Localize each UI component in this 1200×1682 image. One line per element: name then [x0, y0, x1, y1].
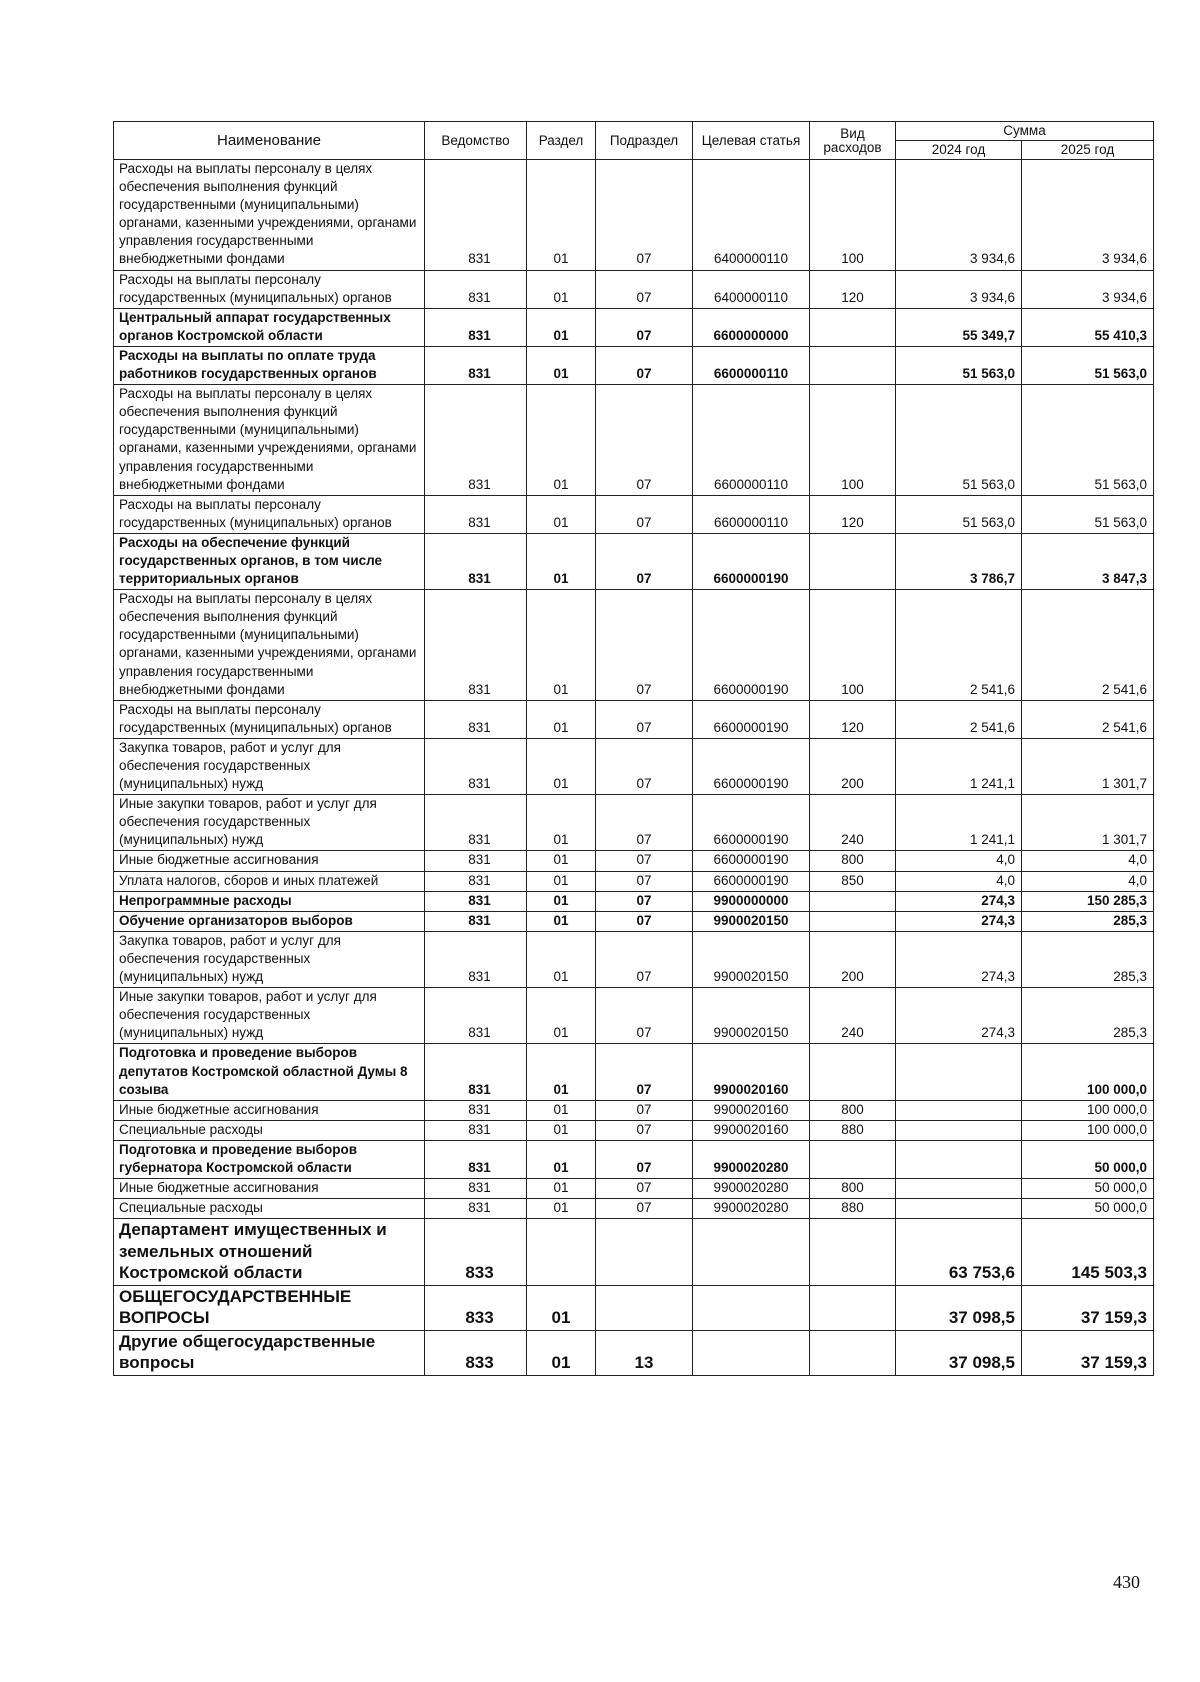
cell-sum-2025: 37 159,3	[1022, 1285, 1154, 1330]
cell-sum-2024: 51 563,0	[896, 495, 1022, 533]
cell-vedomstvo: 831	[425, 988, 527, 1044]
cell-podrazdel: 07	[596, 270, 693, 308]
cell-razdel: 01	[527, 1100, 596, 1120]
table-row	[114, 346, 1154, 384]
cell-razdel: 01	[527, 891, 596, 911]
cell-sum-2025: 37 159,3	[1022, 1330, 1154, 1375]
cell-expense-type	[810, 308, 896, 346]
cell-razdel: 01	[527, 1179, 596, 1199]
table-row	[114, 931, 1154, 987]
cell-target-article: 9900020150	[693, 911, 810, 931]
cell-sum-2024	[896, 1100, 1022, 1120]
cell-name: Расходы на выплаты персоналу государственных (муниципальных) органов	[114, 495, 425, 533]
cell-podrazdel: 07	[596, 1179, 693, 1199]
cell-vedomstvo: 831	[425, 911, 527, 931]
cell-expense-type	[810, 1140, 896, 1178]
cell-name: Иные закупки товаров, работ и услуг для обеспечения государственных (муниципальных) нужд	[114, 988, 425, 1044]
cell-name: Иные бюджетные ассигнования	[114, 1100, 425, 1120]
cell-name: Другие общегосударственные вопросы	[114, 1330, 425, 1375]
header-razdel: Раздел	[527, 122, 596, 160]
cell-vedomstvo: 831	[425, 871, 527, 891]
cell-sum-2025: 285,3	[1022, 911, 1154, 931]
cell-razdel: 01	[527, 988, 596, 1044]
cell-expense-type: 120	[810, 270, 896, 308]
table-row	[114, 533, 1154, 589]
header-name: Наименование	[114, 122, 425, 160]
header-year-2025: 2025 год	[1022, 141, 1154, 160]
cell-expense-type: 850	[810, 871, 896, 891]
header-target-article: Целевая статья	[693, 122, 810, 160]
cell-expense-type: 120	[810, 495, 896, 533]
cell-sum-2024: 274,3	[896, 988, 1022, 1044]
cell-razdel: 01	[527, 308, 596, 346]
cell-expense-type: 100	[810, 385, 896, 496]
header-summa: Сумма	[896, 122, 1154, 141]
cell-expense-type: 120	[810, 700, 896, 738]
cell-name: Подготовка и проведение выборов губернатора Костромской области	[114, 1140, 425, 1178]
cell-podrazdel: 07	[596, 160, 693, 271]
cell-target-article: 9900020160	[693, 1044, 810, 1100]
cell-podrazdel: 07	[596, 346, 693, 384]
cell-name: Центральный аппарат государственных органов Костромской области	[114, 308, 425, 346]
table-row	[114, 1179, 1154, 1199]
cell-razdel: 01	[527, 851, 596, 871]
cell-target-article: 6600000110	[693, 495, 810, 533]
cell-vedomstvo: 833	[425, 1285, 527, 1330]
cell-target-article: 6600000190	[693, 871, 810, 891]
cell-sum-2024: 2 541,6	[896, 590, 1022, 701]
cell-expense-type	[810, 1044, 896, 1100]
cell-podrazdel: 07	[596, 851, 693, 871]
cell-vedomstvo: 831	[425, 1100, 527, 1120]
table-row	[114, 911, 1154, 931]
cell-vedomstvo: 831	[425, 590, 527, 701]
cell-podrazdel: 07	[596, 533, 693, 589]
cell-expense-type: 240	[810, 988, 896, 1044]
cell-name: Иные бюджетные ассигнования	[114, 851, 425, 871]
cell-vedomstvo: 831	[425, 160, 527, 271]
cell-expense-type	[810, 1285, 896, 1330]
cell-razdel: 01	[527, 1285, 596, 1330]
table-row	[114, 851, 1154, 871]
cell-podrazdel: 07	[596, 1140, 693, 1178]
cell-sum-2024	[896, 1179, 1022, 1199]
cell-name: Иные бюджетные ассигнования	[114, 1179, 425, 1199]
cell-podrazdel	[596, 1285, 693, 1330]
cell-razdel: 01	[527, 1330, 596, 1375]
table-row	[114, 308, 1154, 346]
cell-sum-2024: 274,3	[896, 911, 1022, 931]
cell-name: Расходы на выплаты персоналу в целях обеспечения выполнения функций государственными (муниципальными) органами, казенными учреждениями, органами управления государственными внебюджетными фондами	[114, 385, 425, 496]
cell-razdel: 01	[527, 533, 596, 589]
cell-sum-2025: 51 563,0	[1022, 495, 1154, 533]
cell-sum-2024: 3 934,6	[896, 160, 1022, 271]
cell-name: Иные закупки товаров, работ и услуг для обеспечения государственных (муниципальных) нужд	[114, 795, 425, 851]
cell-vedomstvo: 831	[425, 308, 527, 346]
cell-target-article: 9900020280	[693, 1140, 810, 1178]
cell-target-article: 9900020150	[693, 988, 810, 1044]
cell-sum-2025: 1 301,7	[1022, 795, 1154, 851]
cell-name: Непрограммные расходы	[114, 891, 425, 911]
cell-sum-2024	[896, 1140, 1022, 1178]
table-row	[114, 871, 1154, 891]
cell-target-article: 9900020280	[693, 1179, 810, 1199]
cell-podrazdel: 07	[596, 1100, 693, 1120]
cell-vedomstvo: 831	[425, 931, 527, 987]
cell-sum-2024: 37 098,5	[896, 1330, 1022, 1375]
table-row	[114, 891, 1154, 911]
cell-razdel: 01	[527, 700, 596, 738]
cell-sum-2025: 2 541,6	[1022, 700, 1154, 738]
cell-name: ОБЩЕГОСУДАРСТВЕННЫЕ ВОПРОСЫ	[114, 1285, 425, 1330]
cell-target-article	[693, 1285, 810, 1330]
cell-sum-2024: 4,0	[896, 871, 1022, 891]
cell-name: Специальные расходы	[114, 1199, 425, 1219]
cell-sum-2025: 145 503,3	[1022, 1219, 1154, 1286]
table-row	[114, 988, 1154, 1044]
cell-name: Расходы на обеспечение функций государственных органов, в том числе территориальных органов	[114, 533, 425, 589]
cell-podrazdel: 07	[596, 891, 693, 911]
cell-sum-2025: 3 847,3	[1022, 533, 1154, 589]
cell-razdel: 01	[527, 1199, 596, 1219]
cell-name: Специальные расходы	[114, 1120, 425, 1140]
table-row	[114, 700, 1154, 738]
cell-expense-type	[810, 533, 896, 589]
cell-target-article: 6600000190	[693, 795, 810, 851]
cell-expense-type: 800	[810, 1179, 896, 1199]
table-row	[114, 1044, 1154, 1100]
table-row	[114, 270, 1154, 308]
cell-sum-2025: 1 301,7	[1022, 738, 1154, 794]
cell-podrazdel: 07	[596, 738, 693, 794]
table-row	[114, 1120, 1154, 1140]
table-row	[114, 1285, 1154, 1330]
cell-sum-2025: 285,3	[1022, 988, 1154, 1044]
cell-sum-2024: 51 563,0	[896, 346, 1022, 384]
cell-razdel	[527, 1219, 596, 1286]
cell-name: Расходы на выплаты персоналу государственных (муниципальных) органов	[114, 270, 425, 308]
table-body	[114, 160, 1154, 1376]
cell-target-article: 6600000000	[693, 308, 810, 346]
cell-sum-2025: 2 541,6	[1022, 590, 1154, 701]
cell-sum-2024	[896, 1199, 1022, 1219]
cell-sum-2025: 4,0	[1022, 871, 1154, 891]
cell-target-article: 6600000110	[693, 385, 810, 496]
cell-vedomstvo: 831	[425, 1199, 527, 1219]
table-row	[114, 1199, 1154, 1219]
cell-target-article: 6400000110	[693, 160, 810, 271]
table-row	[114, 738, 1154, 794]
cell-sum-2025: 51 563,0	[1022, 385, 1154, 496]
cell-razdel: 01	[527, 1044, 596, 1100]
cell-razdel: 01	[527, 911, 596, 931]
cell-name: Расходы на выплаты по оплате труда работников государственных органов	[114, 346, 425, 384]
cell-razdel: 01	[527, 270, 596, 308]
cell-expense-type: 200	[810, 738, 896, 794]
cell-vedomstvo: 833	[425, 1219, 527, 1286]
cell-target-article: 6600000190	[693, 533, 810, 589]
cell-razdel: 01	[527, 871, 596, 891]
cell-expense-type	[810, 911, 896, 931]
cell-razdel: 01	[527, 346, 596, 384]
cell-podrazdel: 07	[596, 495, 693, 533]
cell-podrazdel: 07	[596, 700, 693, 738]
cell-sum-2024: 3 934,6	[896, 270, 1022, 308]
table-row	[114, 495, 1154, 533]
cell-name: Расходы на выплаты персоналу в целях обеспечения выполнения функций государственными (муниципальными) органами, казенными учреждениями, органами управления государственными внебюджетными фондами	[114, 160, 425, 271]
cell-target-article: 6600000190	[693, 700, 810, 738]
table-row	[114, 385, 1154, 496]
header-expense-type: Вид расходов	[810, 122, 896, 160]
cell-target-article: 6600000190	[693, 851, 810, 871]
cell-podrazdel: 07	[596, 988, 693, 1044]
cell-expense-type: 800	[810, 1100, 896, 1120]
cell-name: Подготовка и проведение выборов депутатов Костромской областной Думы 8 созыва	[114, 1044, 425, 1100]
table-row	[114, 795, 1154, 851]
cell-sum-2024: 3 786,7	[896, 533, 1022, 589]
cell-podrazdel: 13	[596, 1330, 693, 1375]
cell-name: Расходы на выплаты персоналу в целях обеспечения выполнения функций государственными (муниципальными) органами, казенными учреждениями, органами управления государственными внебюджетными фондами	[114, 590, 425, 701]
cell-target-article	[693, 1219, 810, 1286]
cell-podrazdel	[596, 1219, 693, 1286]
cell-vedomstvo: 833	[425, 1330, 527, 1375]
table-row	[114, 1330, 1154, 1375]
cell-vedomstvo: 831	[425, 1179, 527, 1199]
cell-name: Уплата налогов, сборов и иных платежей	[114, 871, 425, 891]
cell-vedomstvo: 831	[425, 1120, 527, 1140]
cell-sum-2025: 51 563,0	[1022, 346, 1154, 384]
cell-vedomstvo: 831	[425, 738, 527, 794]
table-header	[114, 122, 1154, 160]
cell-target-article: 9900020160	[693, 1100, 810, 1120]
cell-target-article: 6600000190	[693, 590, 810, 701]
cell-name: Расходы на выплаты персоналу государственных (муниципальных) органов	[114, 700, 425, 738]
header-year-2024: 2024 год	[896, 141, 1022, 160]
cell-target-article: 6400000110	[693, 270, 810, 308]
table-row	[114, 590, 1154, 701]
cell-vedomstvo: 831	[425, 851, 527, 871]
cell-sum-2025: 150 285,3	[1022, 891, 1154, 911]
cell-razdel: 01	[527, 931, 596, 987]
budget-table	[113, 121, 1154, 1376]
cell-expense-type: 880	[810, 1120, 896, 1140]
cell-sum-2024: 274,3	[896, 931, 1022, 987]
cell-vedomstvo: 831	[425, 533, 527, 589]
cell-sum-2025: 100 000,0	[1022, 1120, 1154, 1140]
cell-expense-type	[810, 1330, 896, 1375]
cell-podrazdel: 07	[596, 795, 693, 851]
cell-expense-type	[810, 346, 896, 384]
cell-razdel: 01	[527, 385, 596, 496]
cell-sum-2024	[896, 1120, 1022, 1140]
cell-expense-type	[810, 1219, 896, 1286]
cell-sum-2025: 3 934,6	[1022, 270, 1154, 308]
cell-podrazdel: 07	[596, 308, 693, 346]
cell-sum-2025: 50 000,0	[1022, 1140, 1154, 1178]
cell-target-article: 9900020280	[693, 1199, 810, 1219]
cell-sum-2025: 55 410,3	[1022, 308, 1154, 346]
cell-vedomstvo: 831	[425, 495, 527, 533]
header-vedomstvo: Ведомство	[425, 122, 527, 160]
cell-vedomstvo: 831	[425, 1140, 527, 1178]
cell-sum-2024	[896, 1044, 1022, 1100]
page-number: 430	[1113, 1572, 1140, 1592]
cell-razdel: 01	[527, 1120, 596, 1140]
cell-target-article: 9900000000	[693, 891, 810, 911]
cell-expense-type: 100	[810, 590, 896, 701]
cell-sum-2024: 63 753,6	[896, 1219, 1022, 1286]
cell-vedomstvo: 831	[425, 795, 527, 851]
cell-name: Закупка товаров, работ и услуг для обеспечения государственных (муниципальных) нужд	[114, 931, 425, 987]
cell-razdel: 01	[527, 1140, 596, 1178]
cell-sum-2025: 3 934,6	[1022, 160, 1154, 271]
cell-podrazdel: 07	[596, 385, 693, 496]
cell-vedomstvo: 831	[425, 346, 527, 384]
cell-sum-2025: 285,3	[1022, 931, 1154, 987]
cell-razdel: 01	[527, 160, 596, 271]
cell-sum-2024: 55 349,7	[896, 308, 1022, 346]
cell-expense-type: 240	[810, 795, 896, 851]
cell-vedomstvo: 831	[425, 891, 527, 911]
cell-name: Закупка товаров, работ и услуг для обеспечения государственных (муниципальных) нужд	[114, 738, 425, 794]
cell-expense-type: 200	[810, 931, 896, 987]
cell-sum-2024: 37 098,5	[896, 1285, 1022, 1330]
cell-razdel: 01	[527, 590, 596, 701]
budget-table-container	[113, 121, 1153, 1376]
cell-vedomstvo: 831	[425, 270, 527, 308]
cell-vedomstvo: 831	[425, 1044, 527, 1100]
cell-razdel: 01	[527, 795, 596, 851]
cell-expense-type: 880	[810, 1199, 896, 1219]
cell-sum-2024: 1 241,1	[896, 738, 1022, 794]
cell-name: Департамент имущественных и земельных отношений Костромской области	[114, 1219, 425, 1286]
cell-sum-2024: 4,0	[896, 851, 1022, 871]
cell-sum-2024: 51 563,0	[896, 385, 1022, 496]
table-row	[114, 1219, 1154, 1286]
table-row	[114, 1100, 1154, 1120]
cell-target-article: 6600000110	[693, 346, 810, 384]
cell-target-article: 9900020150	[693, 931, 810, 987]
cell-expense-type: 800	[810, 851, 896, 871]
cell-podrazdel: 07	[596, 1044, 693, 1100]
cell-sum-2025: 100 000,0	[1022, 1100, 1154, 1120]
cell-podrazdel: 07	[596, 590, 693, 701]
cell-podrazdel: 07	[596, 911, 693, 931]
cell-sum-2025: 50 000,0	[1022, 1179, 1154, 1199]
header-podrazdel: Подраздел	[596, 122, 693, 160]
cell-podrazdel: 07	[596, 931, 693, 987]
cell-sum-2025: 100 000,0	[1022, 1044, 1154, 1100]
table-row	[114, 1140, 1154, 1178]
cell-target-article	[693, 1330, 810, 1375]
cell-razdel: 01	[527, 738, 596, 794]
cell-name: Обучение организаторов выборов	[114, 911, 425, 931]
cell-vedomstvo: 831	[425, 700, 527, 738]
cell-sum-2024: 2 541,6	[896, 700, 1022, 738]
cell-sum-2025: 4,0	[1022, 851, 1154, 871]
cell-expense-type: 100	[810, 160, 896, 271]
cell-sum-2024: 274,3	[896, 891, 1022, 911]
cell-target-article: 9900020160	[693, 1120, 810, 1140]
cell-sum-2024: 1 241,1	[896, 795, 1022, 851]
cell-podrazdel: 07	[596, 1120, 693, 1140]
cell-podrazdel: 07	[596, 1199, 693, 1219]
table-row	[114, 160, 1154, 271]
cell-target-article: 6600000190	[693, 738, 810, 794]
cell-expense-type	[810, 891, 896, 911]
cell-razdel: 01	[527, 495, 596, 533]
cell-vedomstvo: 831	[425, 385, 527, 496]
cell-sum-2025: 50 000,0	[1022, 1199, 1154, 1219]
cell-podrazdel: 07	[596, 871, 693, 891]
